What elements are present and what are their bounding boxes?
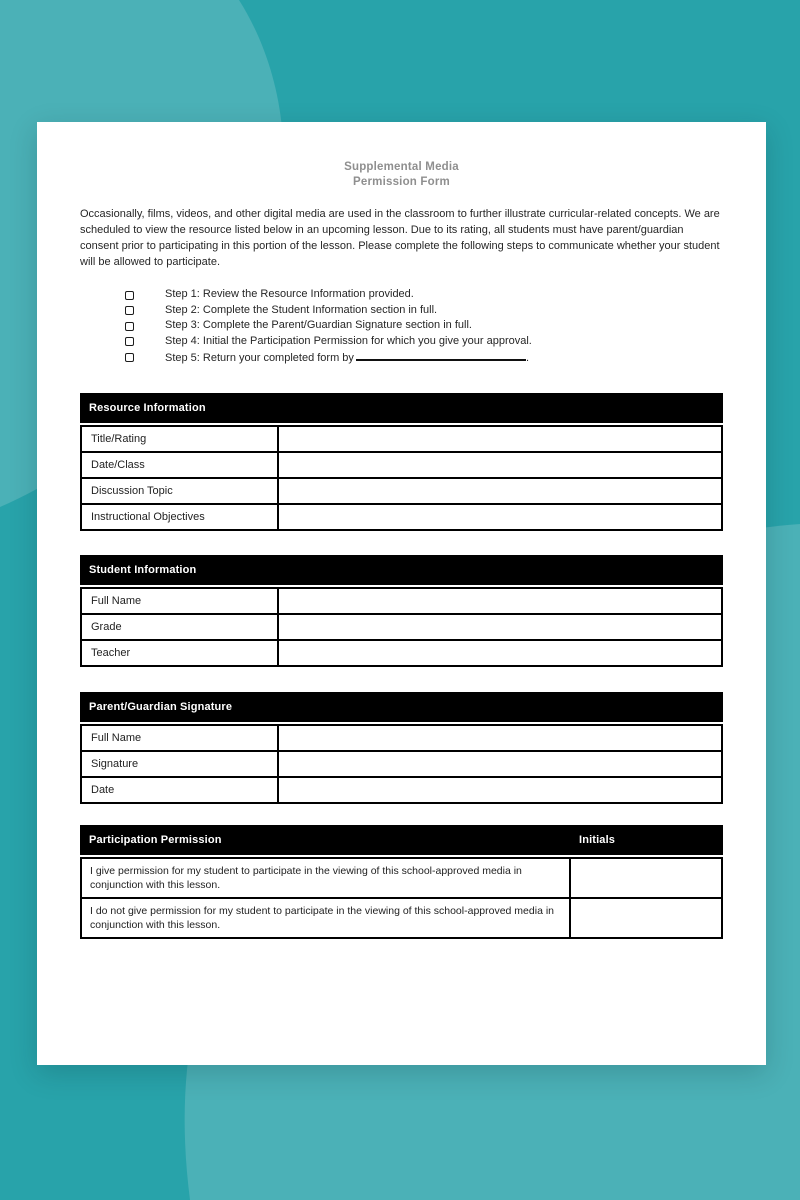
table-header-bar (80, 825, 723, 855)
row-label: Teacher (82, 641, 279, 665)
step-item-4 (80, 334, 723, 350)
steps-list (80, 287, 723, 367)
table-row (82, 451, 721, 477)
step-label: Step 1: Review the Resource Information provided. (165, 288, 414, 300)
step-label: Step 5: Return your completed form by (165, 352, 354, 364)
table-header-bar (80, 555, 723, 585)
participation-permission-table (80, 825, 723, 939)
guardian-full-name-input-cell[interactable] (279, 726, 721, 750)
checkbox-icon (125, 291, 134, 300)
table-row (82, 503, 721, 529)
document-page (37, 122, 766, 1065)
step-item-1 (80, 287, 723, 303)
step-suffix: . (525, 352, 529, 364)
table-grid (80, 857, 723, 939)
table-header-bar (80, 692, 723, 722)
parent-guardian-signature-table (80, 692, 723, 804)
table-row (82, 613, 721, 639)
table-header-label: Student Information (89, 563, 197, 576)
row-label: Title/Rating (82, 427, 279, 451)
checkbox-icon (125, 322, 134, 331)
row-label: Full Name (82, 589, 279, 613)
date-input-cell[interactable] (279, 778, 721, 802)
table-header-label: Resource Information (89, 401, 206, 414)
form-title (80, 160, 723, 190)
table-row (82, 427, 721, 451)
row-label: Signature (82, 752, 279, 776)
step-label: Step 3: Complete the Parent/Guardian Signature section in full. (165, 319, 472, 331)
table-row (82, 897, 721, 937)
checkbox-icon (125, 353, 134, 362)
teacher-input-cell[interactable] (279, 641, 721, 665)
row-label: Discussion Topic (82, 479, 279, 503)
table-row (82, 750, 721, 776)
table-grid (80, 724, 723, 804)
row-label: Date/Class (82, 453, 279, 477)
signature-input-cell[interactable] (279, 752, 721, 776)
step-label: Step 2: Complete the Student Information section in full. (165, 303, 438, 316)
step-item-2 (80, 303, 723, 319)
return-by-blank-line[interactable] (356, 349, 526, 361)
student-information-table (80, 555, 723, 667)
deny-permission-initials-cell[interactable] (571, 899, 721, 937)
checkbox-icon (125, 337, 134, 346)
row-label: Date (82, 778, 279, 802)
give-permission-initials-cell[interactable] (571, 859, 721, 897)
table-grid (80, 425, 723, 531)
title-rating-input-cell[interactable] (279, 427, 721, 451)
table-row (82, 776, 721, 802)
deny-permission-statement: I do not give permission for my student to participate in the viewing of this school-approved media in conjunction with this lesson. (82, 899, 571, 937)
step-item-3 (80, 318, 723, 334)
table-header-label: Participation Permission (89, 833, 222, 846)
date-class-input-cell[interactable] (279, 453, 721, 477)
student-full-name-input-cell[interactable] (279, 589, 721, 613)
form-title-line1: Supplemental Media (344, 161, 459, 173)
instructional-objectives-input-cell[interactable] (279, 505, 721, 529)
row-label: Full Name (82, 726, 279, 750)
give-permission-statement: I give permission for my student to participate in the viewing of this school-approved media in conjunction with this lesson. (82, 859, 571, 897)
table-row (82, 859, 721, 897)
row-label: Grade (82, 615, 279, 639)
table-row (82, 477, 721, 503)
row-label: Instructional Objectives (82, 505, 279, 529)
step-item-5 (80, 349, 723, 367)
table-row (82, 589, 721, 613)
table-header-label: Parent/Guardian Signature (89, 700, 233, 713)
discussion-topic-input-cell[interactable] (279, 479, 721, 503)
checkbox-icon (125, 306, 134, 315)
table-header-bar (80, 393, 723, 423)
table-grid (80, 587, 723, 667)
step-label: Step 4: Initial the Participation Permission for which you give your approval. (165, 334, 532, 347)
table-row (82, 639, 721, 665)
intro-paragraph: Occasionally, films, videos, and other digital media are used in the classroom to further illustrate curricular-related concepts. We are scheduled to view the resource listed below in an upcoming lesson. Due to its rating, all students must have parent/guardian consent prior to participating in this portion of the lesson. Please complete the following steps to communicate whether your student will be allowed to participate. (80, 208, 720, 268)
initials-column-header: Initials (579, 833, 616, 846)
grade-input-cell[interactable] (279, 615, 721, 639)
resource-information-table (80, 393, 723, 531)
table-row (82, 726, 721, 750)
form-title-line2: Permission Form (353, 176, 450, 188)
